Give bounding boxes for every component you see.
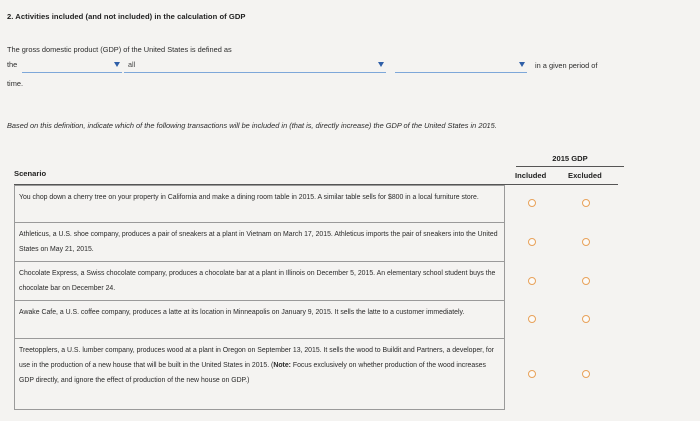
note-label: Note:	[273, 362, 291, 370]
column-header-included: Included	[515, 171, 547, 180]
blank-prefix: the	[7, 60, 18, 69]
column-header-excluded: Excluded	[568, 171, 602, 180]
definition-intro: The gross domestic product (GDP) of the United States is defined as	[7, 45, 232, 54]
question-title: 2. Activities included (and not included) in the calculation of GDP	[7, 12, 246, 21]
radio-included[interactable]	[528, 238, 536, 246]
scenario-text	[14, 339, 505, 410]
chevron-down-icon	[114, 62, 120, 67]
radio-excluded[interactable]	[582, 370, 590, 378]
scenario-text: Awake Cafe, a U.S. coffee company, produces a latte at its location in Minneapolis on January 9, 2015. It sells the latte to a customer immediately.	[14, 301, 505, 339]
table-row	[14, 262, 618, 301]
chevron-down-icon	[378, 62, 384, 67]
dropdown-3[interactable]	[395, 60, 527, 73]
dropdown-2[interactable]	[124, 60, 386, 73]
radio-excluded[interactable]	[582, 238, 590, 246]
radio-included[interactable]	[528, 199, 536, 207]
chevron-down-icon	[519, 62, 525, 67]
radio-included[interactable]	[528, 370, 536, 378]
group-header-gdp: 2015 GDP	[516, 154, 624, 167]
scenario-text: Athleticus, a U.S. shoe company, produces a pair of sneakers at a plant in Vietnam on March 17, 2015. Athleticus imports the pair of sneakers into the United States on May 21, 2015.	[14, 223, 505, 262]
blank-suffix-2: time.	[7, 79, 24, 88]
table-row	[14, 301, 618, 339]
radio-excluded[interactable]	[582, 277, 590, 285]
blank-suffix: in a given period of	[535, 61, 598, 70]
scenario-text: Chocolate Express, a Swiss chocolate company, produces a chocolate bar at a plant in Illinois on December 5, 2015. An elementary school student buys the chocolate bar on December 24.	[14, 262, 505, 301]
table-row	[14, 185, 618, 223]
radio-included[interactable]	[528, 315, 536, 323]
column-header-scenario: Scenario	[14, 169, 47, 178]
scenario-text: You chop down a cherry tree on your property in California and make a dining room table in 2015. A similar table sells for $800 in a local furniture store.	[14, 185, 505, 223]
table-row	[14, 223, 618, 262]
dropdown-1[interactable]	[22, 60, 122, 73]
scenario-text-part: Treetopplers, a U.S. lumber company, produces wood at a plant in Oregon on September 13, 2015. It sells the wood to Buildit and Partners, a developer, for use in the production of a new house that will be built in the United States in 2015. (	[19, 347, 494, 370]
table-row	[14, 339, 618, 410]
radio-excluded[interactable]	[582, 315, 590, 323]
dropdown-2-value: all	[128, 60, 136, 69]
radio-excluded[interactable]	[582, 199, 590, 207]
radio-included[interactable]	[528, 277, 536, 285]
scenario-text-part: Focus exclusively on whether production of the wood increases GDP directly, and ignore the effect of production of the new house on GDP.)	[19, 362, 486, 385]
instructions: Based on this definition, indicate which of the following transactions will be included in (that is, directly increase) the GDP of the United States in 2015.	[7, 121, 497, 130]
